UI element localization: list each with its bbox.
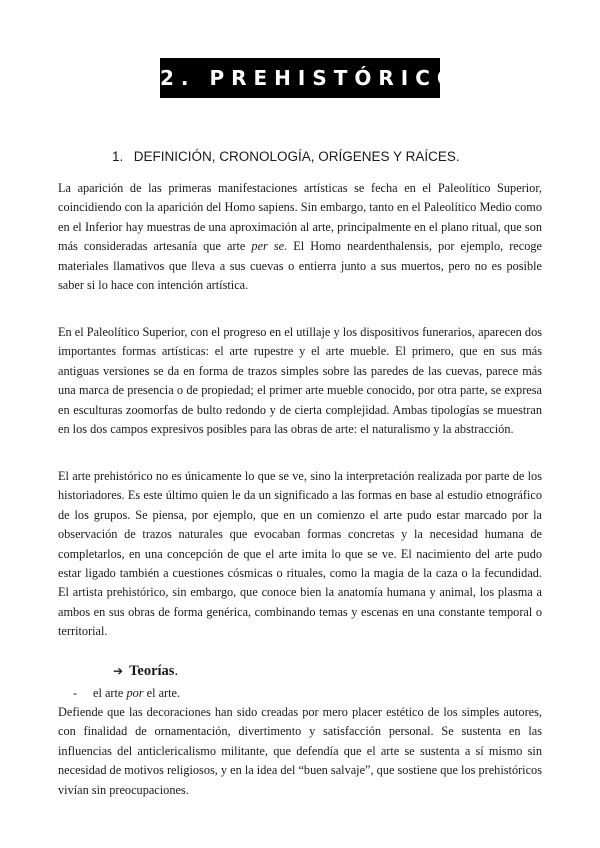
paragraph-definition [58,179,542,295]
paragraph-art-forms: En el Paleolítico Superior, con el progreso en el utillaje y los dispositivos funerarios, aparecen dos importantes formas artísticas: el arte rupestre y el arte mueble. El primero, que en sus más antiguas versiones se da en forma de trazos simples sobre las paredes de las cuevas, parece más una marca de presencia o de propiedad; el primer arte mueble conocido, por otra parte, se expresa en esculturas zoomorfas de bulto redondo y de cierta complejidad. Ambas tipologías se muestran en los dos campos expresivos posibles para las obras de arte: el naturalismo y la abstracción. [58,325,542,437]
italic-term: per se [251,239,285,254]
theories-heading [113,663,178,680]
page-title: 02. PREHISTÓRICO [139,66,461,90]
theory-bullet [73,686,180,701]
paragraph-text: La aparición de las primeras manifestaciones artísticas se fecha en el Paleolítico Superior, coincidiendo con la aparición del Homo sapiens. Sin embargo, tanto en el Paleolítico Medio como en el Inferior hay muestras de una aproximación al arte, principalmente en el plano ritual, que son más consideradas artesanía que arte [58,181,542,254]
section-number: 1. [112,149,124,164]
paragraph-theory-description: Defiende que las decoraciones han sido creadas por mero placer estético de los simples autores, con finalidad de ornamentación, divertimento y satisfacción personal. Se sustenta en las influencias del anticlericalismo militante, que defendía que el arte se sustenta a sí mismo sin necesidad de motivos religiosos, y en la idea del “buen salvaje”, que sostiene que los prehistóricos vivían sin preocupaciones. [58,705,542,797]
theories-period: . [174,663,179,679]
bullet-italic: por [126,686,144,700]
section-heading [112,149,460,164]
paragraph-text: . El Homo neardenthalensis, por ejemplo, recoge materiales llamativos que lleva a sus cuevas o entierra junto a sus muertos, pero no es posible saber si lo hace con intención artística. [58,239,542,293]
title-banner [139,58,461,98]
section-heading-text: DEFINICIÓN, CRONOLOGÍA, ORÍGENES Y RAÍCES. [133,149,460,164]
arrow-icon: ➔ [113,664,124,678]
bullet-text: el arte [93,686,127,700]
bullet-dash: - [73,686,78,700]
paragraph-interpretation: El arte prehistórico no es únicamente lo que se ve, sino la interpretación realizada por parte de los historiadores. Es este último quien le da un significado a las formas en base al estudio etnográfico de los grupos. Se piensa, por ejemplo, que en un comienzo el arte pudo estar marcado por la observación de trazos naturales que evocaban formas concretas y la necesidad humana de completarlos, en una concepción de que el arte imita lo que se ve. El nacimiento del arte pudo estar ligado también a cuestiones cósmicas o rituales, como la magia de la caza o la fecundidad. El artista prehistórico, sin embargo, que conoce bien la anatomía humana y animal, los plasma a ambos en sus obras de forma genérica, combinando temas y escenas en una constante temporal o territorial. [58,469,542,639]
bullet-text-end: el arte. [143,686,181,700]
theories-label: Teorías [129,663,175,679]
